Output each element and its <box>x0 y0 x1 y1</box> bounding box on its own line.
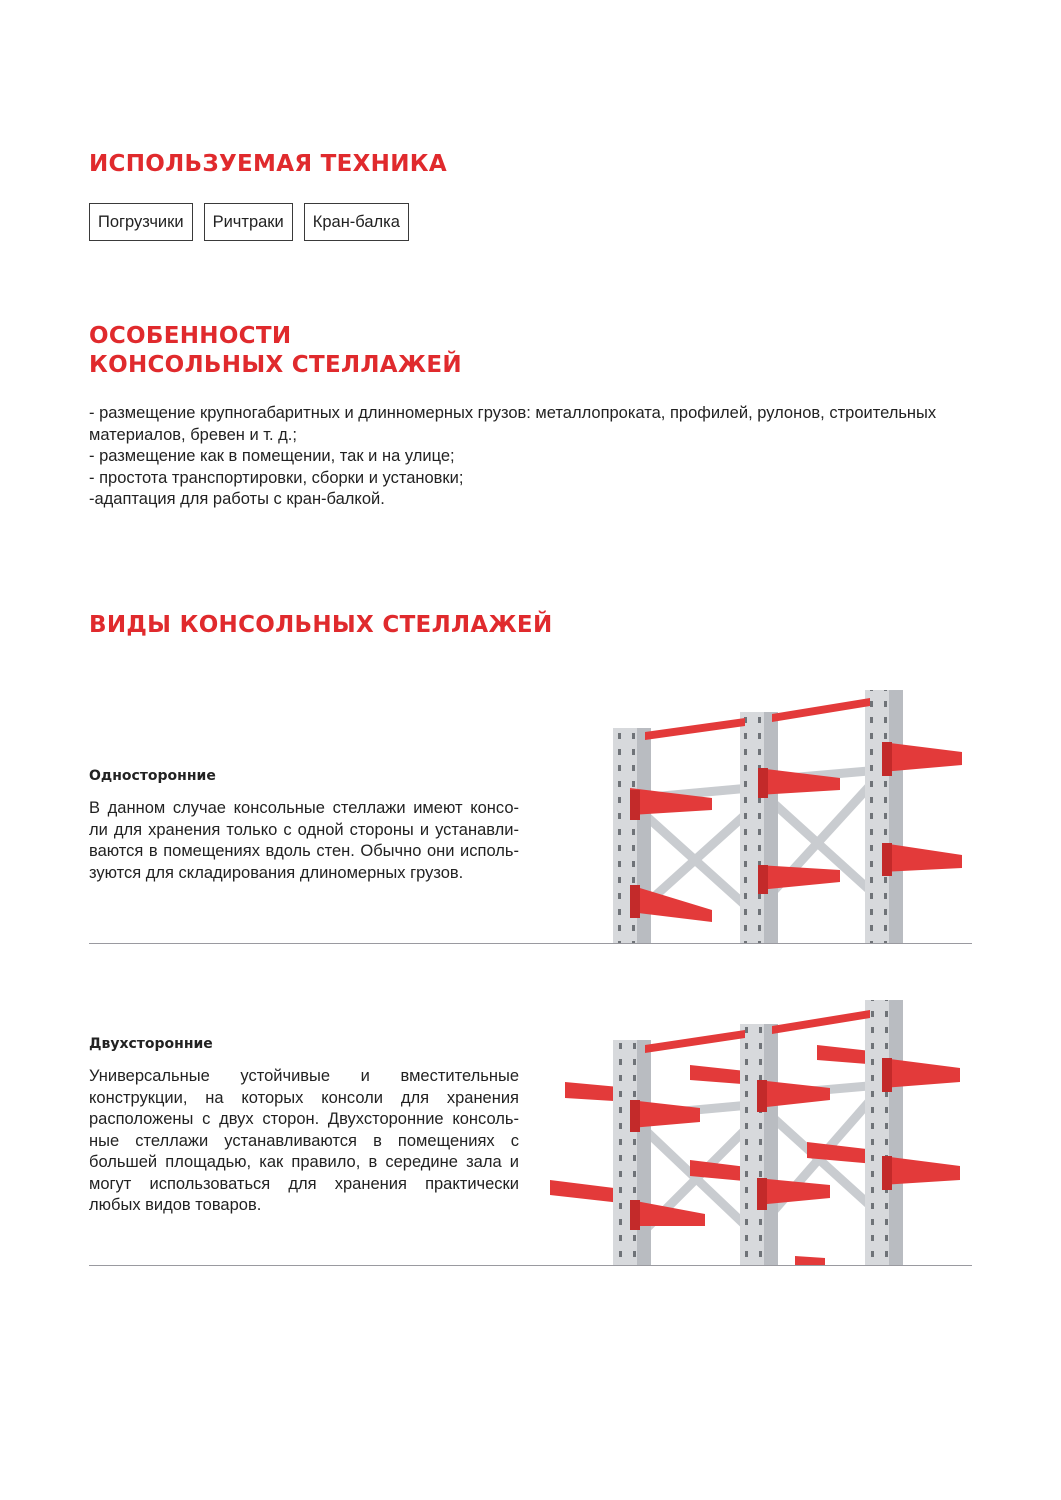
single-sided-description: В данном случае консольные стеллажи имеют консо-ли для хранения только с одной стороны и устанавли-ваются в помещениях вдоль стен. Обычно они исполь-зуются для складирования длиномерных грузов. <box>89 799 519 882</box>
equipment-heading: ИСПОЛЬЗУЕМАЯ ТЕХНИКА <box>89 151 447 177</box>
equipment-tags <box>89 203 409 241</box>
double-sided-title: Двухсторонние <box>89 1036 213 1052</box>
divider <box>89 1265 972 1266</box>
tag-crane-beam: Кран-балка <box>304 203 409 241</box>
feature-item: - размещение крупногабаритных и длинномерных грузов: металлопроката, профилей, рулонов, строительных материалов, бревен и т. д.; <box>89 404 937 444</box>
double-sided-rack-image <box>545 990 975 1265</box>
features-list <box>89 403 969 511</box>
types-heading: ВИДЫ КОНСОЛЬНЫХ СТЕЛЛАЖЕЙ <box>89 612 553 638</box>
double-sided-description: Универсальные устойчивые и вместительные конструкции, на которых консоли для хранения расположены с двух сторон. Двухсторонние консоль-ные стеллажи устанавливаются в помещениях с большей площадью, как правило, в середине зала и могут использоваться для хранения практически любых видов товаров. <box>89 1067 519 1214</box>
feature-item: - размещение как в помещении, так и на улице; <box>89 447 455 465</box>
tag-forklifts: Погрузчики <box>89 203 193 241</box>
feature-item: - простота транспортировки, сборки и установки; <box>89 468 464 487</box>
tag-reach-trucks: Ричтраки <box>204 203 293 241</box>
features-heading: ОСОБЕННОСТИ КОНСОЛЬНЫХ СТЕЛЛАЖЕЙ <box>89 323 462 378</box>
feature-item: -адаптация для работы с кран-балкой. <box>89 490 385 508</box>
single-sided-title: Односторонние <box>89 768 216 784</box>
divider <box>89 943 972 944</box>
single-sided-rack-image <box>600 680 980 943</box>
